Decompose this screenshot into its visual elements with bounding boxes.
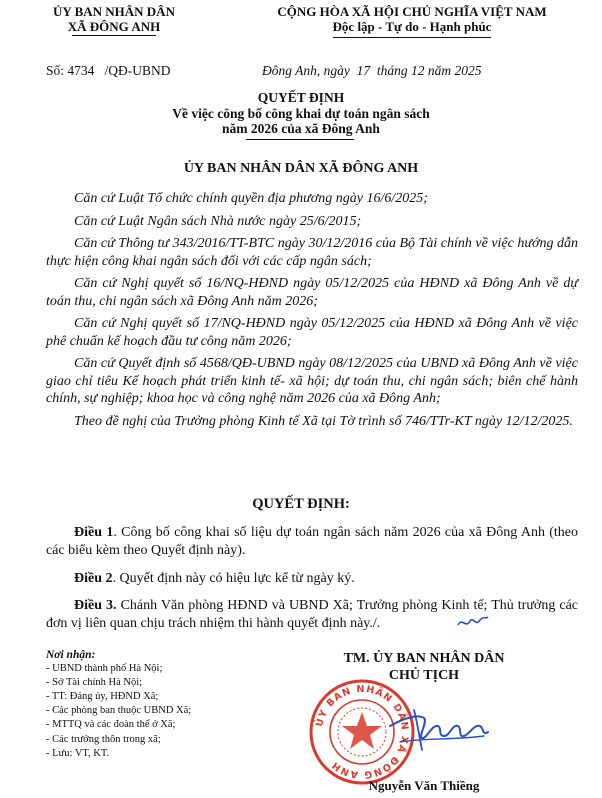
recipients-block [46, 648, 306, 761]
article-label: Điều 2 [74, 571, 113, 586]
article-text: Chánh Văn phòng HĐND và UBND Xã; Trưởng phòng Kinh tế; Thủ trưởng các đơn vị liên quan chịu trách nhiệm thi hành quyết định này./. [46, 598, 578, 631]
seal-ring-text: ỦY BAN NHÂN DÂN XÃ ĐÔNG ANH [314, 683, 411, 781]
national-header [228, 4, 596, 34]
basis-paragraph: Căn cứ Luật Tổ chức chính quyền địa phương ngày 16/6/2025; [74, 191, 428, 206]
nation-name: CỘNG HÒA XÃ HỘI CHỦ NGHĨA VIỆT NAM [277, 4, 547, 19]
article-text: Công bố công khai số liệu dự toán ngân sách năm 2026 của xã Đông Anh (theo các biểu kèm theo Quyết định này). [46, 525, 579, 558]
initial-mark-icon [456, 613, 490, 631]
agency-name-line2: XÃ ĐÔNG ANH [67, 19, 161, 34]
basis-paragraph: Căn cứ Nghị quyết số 17/NQ-HĐND ngày 05/12/2025 của HĐND xã Đông Anh về việc phê chuẩn kế hoạch đầu tư công năm 2026; [46, 316, 578, 349]
article-3 [46, 597, 578, 632]
basis-paragraph: Căn cứ Luật Ngân sách Nhà nước ngày 25/6/2015; [74, 213, 362, 229]
basis-paragraph: Theo đề nghị của Trưởng phòng Kinh tế Xã tại Tờ trình số 746/TTr-KT ngày 12/12/2025. [74, 413, 573, 429]
article-text: Quyết định này có hiệu lực kể từ ngày ký. [119, 571, 355, 586]
signer-name: Nguyễn Văn Thiềng [368, 778, 480, 793]
title-underline [246, 139, 354, 140]
article-separator: . [112, 571, 120, 586]
document-title [0, 90, 602, 137]
subject-line-1: Về việc công bố công khai dự toán ngân sách [172, 105, 430, 121]
agency-header [14, 4, 214, 34]
recipient-item: - MTTQ và các đoàn thể ở Xã; [46, 719, 176, 731]
document-type: QUYẾT ĐỊNH [257, 90, 345, 105]
basis-paragraph: Căn cứ Quyết định số 4568/QĐ-UBND ngày 08/12/2025 của UBND xã Đông Anh về việc giao chỉ tiêu Kế hoạch phát triển kinh tế- xã hội; dự toán thu, chi ngân sách; biên chế hành chính, sự nghiệp; khoa học và công nghệ năm 2026 của xã Đông Anh; [46, 356, 578, 406]
recipient-item: - Các trưởng thôn trong xã; [46, 733, 161, 745]
document-number: Số: 4734 /QĐ-UBND [46, 63, 171, 78]
subject-line-2: năm 2026 của xã Đông Anh [222, 121, 380, 136]
recipient-item: - Lưu: VT, KT. [46, 747, 110, 759]
agency-underline [72, 35, 156, 36]
basis-paragraph: Căn cứ Thông tư 343/2016/TT-BTC ngày 30/12/2016 của Bộ Tài chính về việc hướng dẫn thực hiện công khai ngân sách đối với các cấp ngân sách; [46, 236, 578, 269]
recipients-title: Nơi nhận: [46, 649, 96, 661]
motto-underline [333, 37, 491, 38]
recipient-item: - TT: Đảng ủy, HĐND Xã; [46, 691, 159, 703]
article-2 [46, 570, 578, 588]
recipient-item: - UBND thành phố Hà Nội; [46, 663, 163, 675]
national-motto: Độc lập - Tự do - Hạnh phúc [332, 19, 492, 34]
basis-paragraph: Căn cứ Nghị quyết số 16/NQ-HĐND ngày 05/12/2025 của HĐND xã Đông Anh về dự toán thu, chi ngân sách xã Đông Anh năm 2026; [46, 276, 578, 309]
handwritten-signature-icon [384, 696, 494, 756]
signer-position: CHỦ TỊCH [388, 668, 460, 683]
document-date: Đông Anh, ngày 17 tháng 12 năm 2025 [262, 63, 482, 78]
on-behalf-label: TM. ỦY BAN NHÂN DÂN [343, 651, 505, 666]
article-separator: . [113, 525, 122, 540]
article-1 [46, 524, 578, 559]
issuer-heading: ỦY BAN NHÂN DÂN XÃ ĐÔNG ANH [183, 161, 419, 176]
agency-name-line1: ỦY BAN NHÂN DÂN [53, 4, 175, 19]
article-label: Điều 3. [74, 598, 117, 613]
recipient-item: - Sở Tài chính Hà Nội; [46, 677, 143, 689]
decision-heading: QUYẾT ĐỊNH: [252, 496, 350, 512]
recipient-item: - Các phòng ban thuộc UBND Xã; [46, 705, 192, 717]
basis-block [46, 190, 578, 430]
article-label: Điều 1 [74, 525, 114, 540]
